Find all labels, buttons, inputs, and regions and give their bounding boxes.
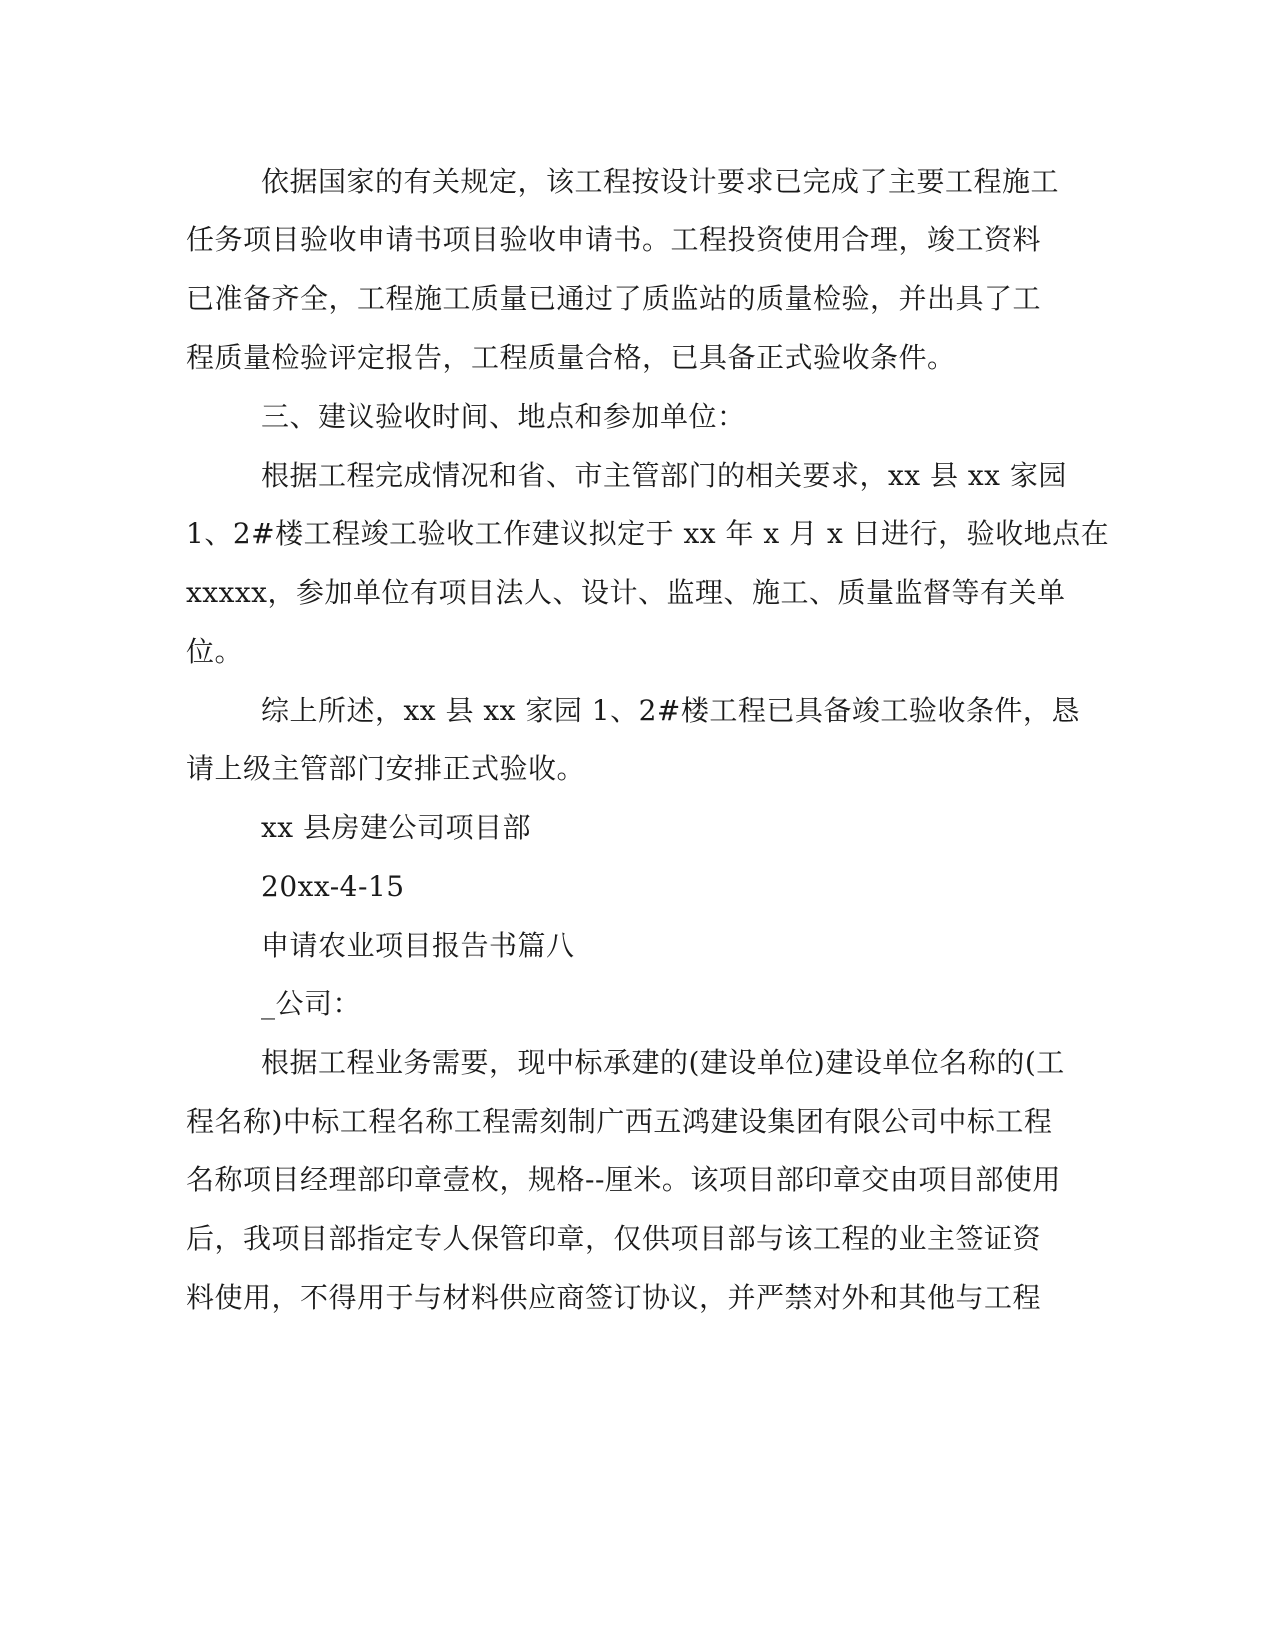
- paragraph-line: 料使用，不得用于与材料供应商签订协议，并严禁对外和其他与工程: [186, 1281, 1042, 1314]
- paragraph-line: 程质量检验评定报告，工程质量合格，已具备正式验收条件。: [186, 341, 956, 374]
- paragraph-line: 综上所述，xx 县 xx 家园 1、2#楼工程已具备竣工验收条件，恳: [261, 694, 1080, 727]
- signature-date: 20xx-4-15: [261, 870, 405, 903]
- salutation: _公司：: [261, 987, 362, 1020]
- paragraph-line: xxxxx，参加单位有项目法人、设计、监理、施工、质量监督等有关单: [186, 576, 1066, 609]
- section-heading: 三、建议验收时间、地点和参加单位：: [261, 400, 746, 433]
- paragraph-line: 程名称)中标工程名称工程需刻制广西五鸿建设集团有限公司中标工程: [186, 1105, 1053, 1138]
- article-title: 申请农业项目报告书篇八: [261, 929, 575, 962]
- paragraph-line: 请上级主管部门安排正式验收。: [186, 752, 586, 785]
- paragraph-line: 根据工程完成情况和省、市主管部门的相关要求，xx 县 xx 家园: [261, 459, 1067, 492]
- paragraph-line: 后，我项目部指定专人保管印章，仅供项目部与该工程的业主签证资: [186, 1222, 1042, 1255]
- paragraph-line: 任务项目验收申请书项目验收申请书。工程投资使用合理，竣工资料: [186, 223, 1042, 256]
- paragraph-line: 依据国家的有关规定，该工程按设计要求已完成了主要工程施工: [261, 165, 1060, 198]
- paragraph-line: 1、2#楼工程竣工验收工作建议拟定于 xx 年 x 月 x 日进行，验收地点在: [186, 517, 1110, 550]
- paragraph-line: 名称项目经理部印章壹枚，规格--厘米。该项目部印章交由项目部使用: [186, 1163, 1061, 1196]
- paragraph-line: 根据工程业务需要，现中标承建的(建设单位)建设单位名称的(工: [261, 1046, 1065, 1079]
- signature-organization: xx 县房建公司项目部: [261, 811, 531, 844]
- paragraph-line: 已准备齐全，工程施工质量已通过了质监站的质量检验，并出具了工: [186, 282, 1042, 315]
- paragraph-line: 位。: [186, 635, 244, 668]
